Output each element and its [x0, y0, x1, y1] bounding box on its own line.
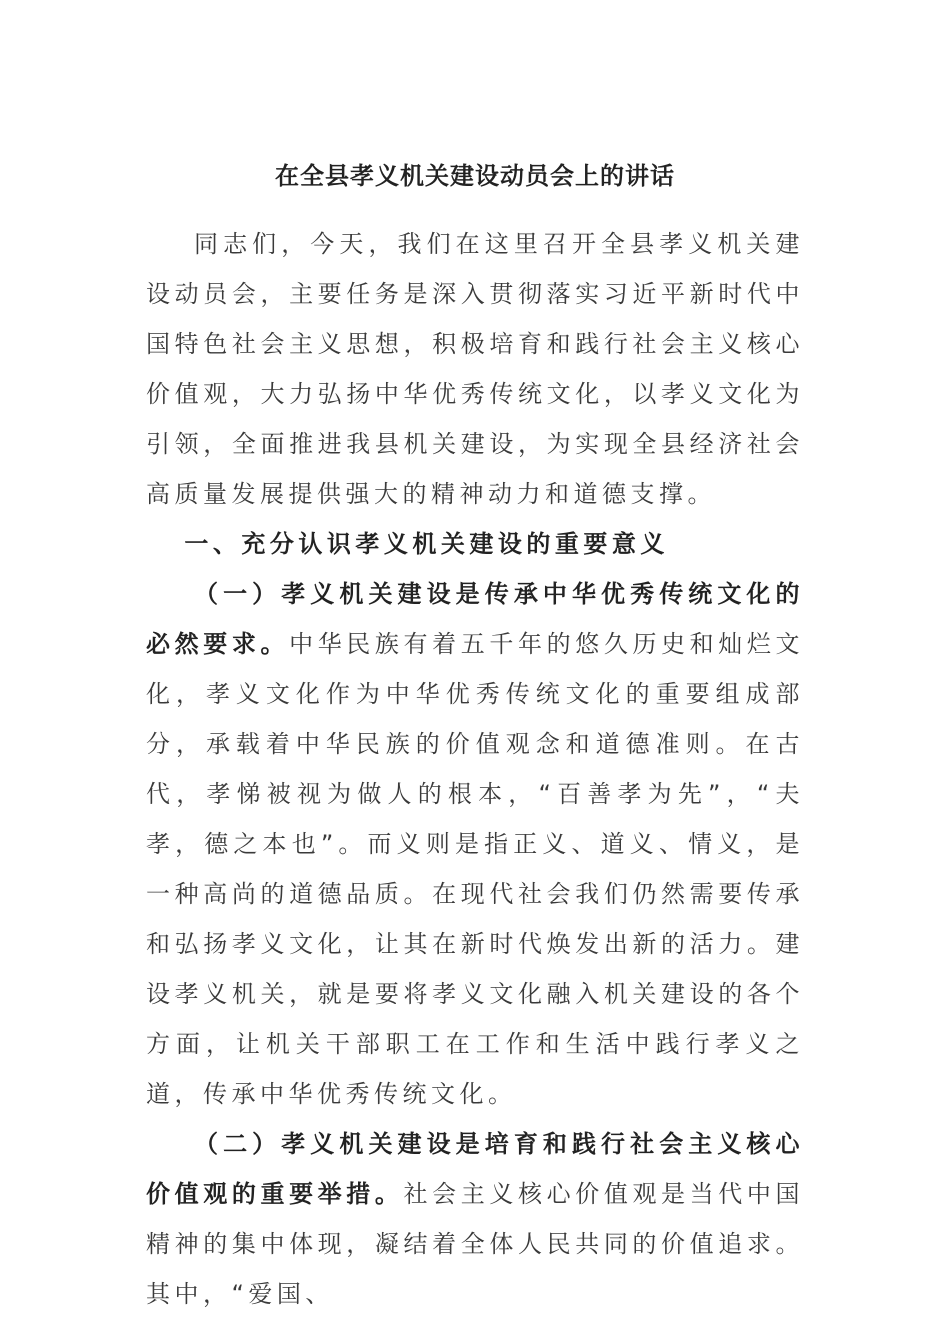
subsection-1-lead: （一）孝义机关建设是传承中华优秀传统文化的必然要求。: [146, 580, 804, 658]
document-body: [146, 219, 804, 1319]
subsection-2-text: 社会主义核心价值观是当代中国精神的集中体现，凝结着全体人民共同的价值追求。其中，“爱国、: [146, 1180, 805, 1308]
subsection-1-text: 中华民族有着五千年的悠久历史和灿烂文化，孝义文化作为中华优秀传统文化的重要组成部分，承载着中华民族的价值观念和道德准则。在古代，孝悌被视为做人的根本，“百善孝为先”，“夫孝，德之本也”。而义则是指正义、道义、情义，是一种高尚的道德品质。在现代社会我们仍然需要传承和弘扬孝义文化，让其在新时代焕发出新的活力。建设孝义机关，就是要将孝义文化融入机关建设的各个方面，让机关干部职工在工作和生活中践行孝义之道，传承中华优秀传统文化。: [146, 630, 805, 1108]
subsection-2-lead: （二）孝义机关建设是培育和践行社会主义核心价值观的重要举措。: [146, 1130, 804, 1208]
section-1-heading: 一、充分认识孝义机关建设的重要意义: [184, 530, 669, 558]
subsection-1-paragraph: [146, 569, 804, 1119]
document-title: 在全县孝义机关建设动员会上的讲话: [275, 162, 675, 190]
subsection-2-paragraph: [146, 1119, 804, 1319]
intro-paragraph: 同志们，今天，我们在这里召开全县孝义机关建设动员会，主要任务是深入贯彻落实习近平新时代中国特色社会主义思想，积极培育和践行社会主义核心价值观，大力弘扬中华优秀传统文化，以孝义文化为引领，全面推进我县机关建设，为实现全县经济社会高质量发展提供强大的精神动力和道德支撑。: [146, 230, 804, 508]
